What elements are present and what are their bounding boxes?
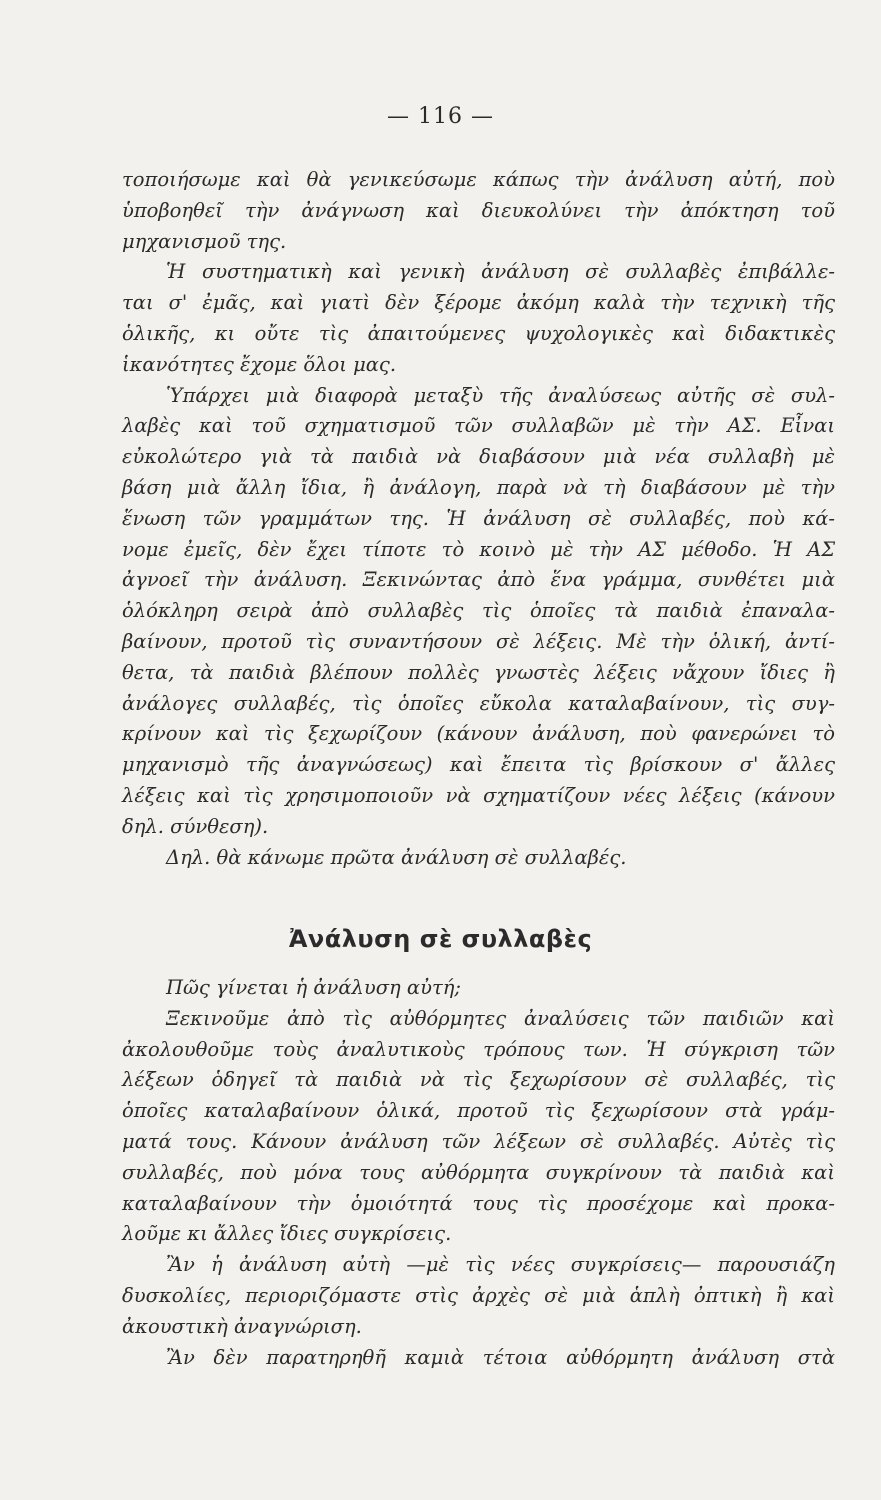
text-line: συλλαβές, ποὺ μόνα τους αὐθόρμητα συγκρίνουν τὰ παιδιὰ καὶ: [122, 1160, 835, 1184]
text-line: Ἂν ἡ ἀνάλυση αὐτὴ —μὲ τὶς νέες συγκρίσεις— παρουσιάζη: [166, 1253, 835, 1277]
text-line: ὁλόκληρη σειρὰ ἀπὸ συλλαβὲς τὶς ὁποῖες τὰ παιδιὰ ἐπαναλα-: [122, 599, 835, 623]
text-line: ἕνωση τῶν γραμμάτων της. Ἡ ἀνάλυση σὲ συλλαβές, ποὺ κά-: [122, 506, 835, 530]
text-line: ἱκανότητες ἔχομε ὅλοι μας.: [122, 352, 397, 376]
text-block-analysis: [122, 973, 835, 1373]
text-block-intro: [122, 165, 835, 873]
text-line: ται σ' ἐμᾶς, καὶ γιατὶ δὲν ξέρομε ἀκόμη καλὰ τὴν τεχνικὴ τῆς: [122, 291, 835, 315]
text-line: κρίνουν καὶ τὶς ξεχωρίζουν (κάνουν ἀνάλυση, ποὺ φανερώνει τὸ: [122, 722, 835, 746]
text-line: Δηλ. θὰ κάνωμε πρῶτα ἀνάλυση σὲ συλλαβές.: [166, 845, 627, 869]
text-line: ὑποβοηθεῖ τὴν ἀνάγνωση καὶ διευκολύνει τὴν ἀπόκτηση τοῦ: [122, 198, 835, 222]
text-line: ὁλικῆς, κι οὔτε τὶς ἀπαιτούμενες ψυχολογικὲς καὶ διδακτικὲς: [122, 321, 835, 345]
text-line: λέξεις καὶ τὶς χρησιμοποιοῦν νὰ σχηματίζουν νέες λέξεις (κάνουν: [122, 783, 835, 807]
text-line: βάση μιὰ ἄλλη ἴδια, ἢ ἀνάλογη, παρὰ νὰ τὴ διαβάσουν μὲ τὴν: [122, 475, 835, 499]
text-line: τοποιήσωμε καὶ θὰ γενικεύσωμε κάπως τὴν ἀνάλυση αὐτή, ποὺ: [122, 168, 835, 191]
text-line: ματά τους. Κάνουν ἀνάλυση τῶν λέξεων σὲ συλλαβές. Αὐτὲς τὶς: [122, 1129, 835, 1153]
text-line: λέξεων ὁδηγεῖ τὰ παιδιὰ νὰ τὶς ξεχωρίσουν σὲ συλλαβές, τὶς: [122, 1068, 835, 1092]
text-line: λαβὲς καὶ τοῦ σχηματισμοῦ τῶν συλλαβῶν μὲ τὴν ΑΣ. Εἶναι: [122, 414, 835, 438]
text-line: ἀκουστικὴ ἀναγνώριση.: [122, 1314, 362, 1338]
text-line: μηχανισμὸ τῆς ἀναγνώσεως) καὶ ἔπειτα τὶς βρίσκουν σ' ἄλλες: [122, 753, 835, 777]
text-line: Ξεκινοῦμε ἀπὸ τὶς αὐθόρμητες ἀναλύσεις τῶν παιδιῶν καὶ: [166, 1006, 835, 1030]
section-heading: Ἀνάλυση σὲ συλλαβὲς: [288, 925, 593, 953]
text-line: θετα, τὰ παιδιὰ βλέπουν πολλὲς γνωστὲς λέξεις νἄχουν ἴδιες ἢ: [122, 660, 835, 684]
text-line: ἀκολουθοῦμε τοὺς ἀναλυτικοὺς τρόπους των. Ἡ σύγκριση τῶν: [122, 1037, 835, 1061]
text-line: λοῦμε κι ἄλλες ἴδιες συγκρίσεις.: [122, 1222, 452, 1246]
text-line: μηχανισμοῦ της.: [122, 229, 287, 253]
text-line: Ἂν δὲν παρατηρηθῆ καμιὰ τέτοια αὐθόρμητη ἀνάλυση στὰ: [166, 1345, 835, 1369]
text-line: Πῶς γίνεται ἡ ἀνάλυση αὐτή;: [166, 976, 461, 999]
text-line: Ἡ συστηματικὴ καὶ γενικὴ ἀνάλυση σὲ συλλαβὲς ἐπιβάλλε-: [166, 260, 835, 284]
text-line: δηλ. σύνθεση).: [122, 814, 269, 838]
text-line: ἀγνοεῖ τὴν ἀνάλυση. Ξεκινώντας ἀπὸ ἕνα γράμμα, συνθέτει μιὰ: [122, 568, 835, 592]
text-line: νομε ἐμεῖς, δὲν ἔχει τίποτε τὸ κοινὸ μὲ τὴν ΑΣ μέθοδο. Ἡ ΑΣ: [122, 537, 835, 561]
text-line: δυσκολίες, περιοριζόμαστε στὶς ἀρχὲς σὲ μιὰ ἁπλὴ ὀπτικὴ ἢ καὶ: [122, 1283, 835, 1307]
text-line: Ὑπάρχει μιὰ διαφορὰ μεταξὺ τῆς ἀναλύσεως αὐτῆς σὲ συλ-: [166, 383, 835, 407]
text-line: ἀνάλογες συλλαβές, τὶς ὁποῖες εὔκολα καταλαβαίνουν, τὶς συγ-: [122, 691, 835, 715]
text-line: βαίνουν, προτοῦ τὶς συναντήσουν σὲ λέξεις. Μὲ τὴν ὁλική, ἀντί-: [122, 629, 835, 653]
page-number: — 116 —: [387, 104, 494, 129]
text-line: καταλαβαίνουν τὴν ὁμοιότητά τους τὶς προσέχομε καὶ προκα-: [122, 1191, 835, 1215]
text-line: ὁποῖες καταλαβαίνουν ὁλικά, προτοῦ τὶς ξεχωρίσουν στὰ γράμ-: [122, 1099, 835, 1123]
text-line: εὐκολώτερο γιὰ τὰ παιδιὰ νὰ διαβάσουν μιὰ νέα συλλαβὴ μὲ: [122, 445, 835, 469]
